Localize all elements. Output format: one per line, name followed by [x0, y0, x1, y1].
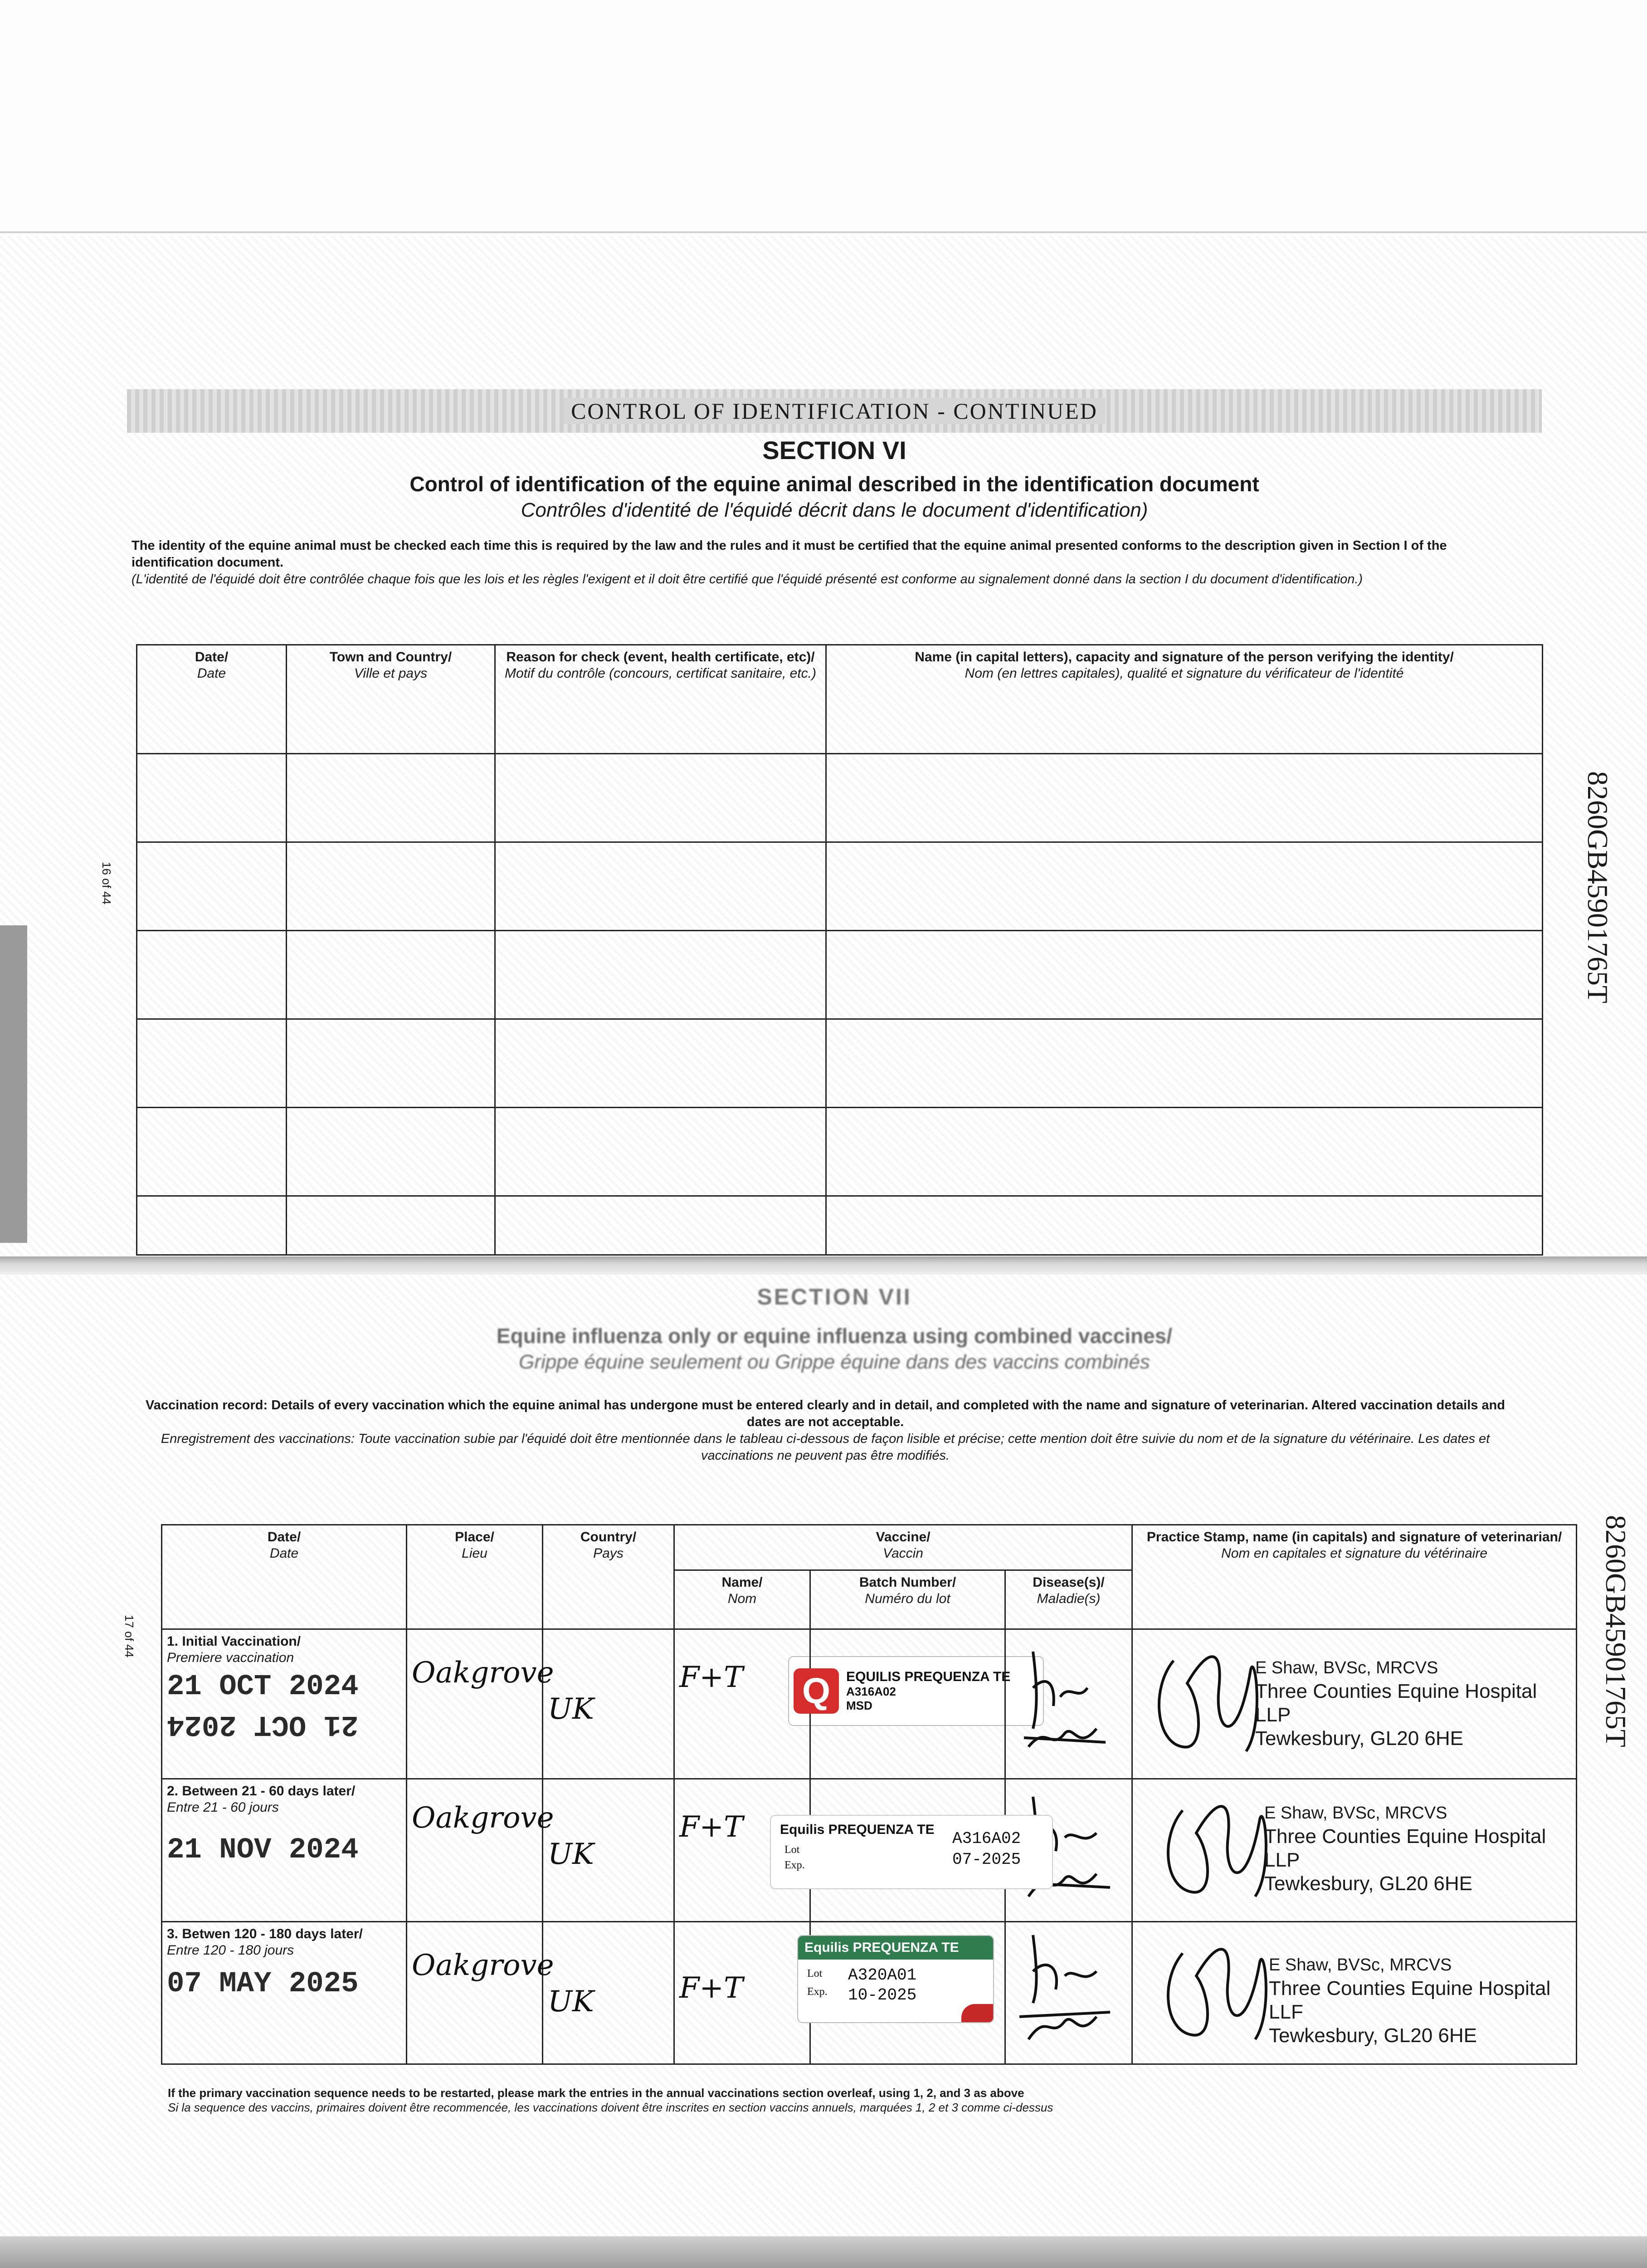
- row3-label: 3. Betwen 120 - 180 days later/ Entre 120 - 180 jours: [167, 1926, 363, 1958]
- q-logo-icon: Q: [794, 1668, 839, 1714]
- vaccination-table: [161, 1524, 1577, 2065]
- identity-check-table: [136, 644, 1543, 1256]
- row2-vet-cell: [1132, 1779, 1577, 1922]
- identity-row[interactable]: [137, 1196, 1543, 1255]
- row2-sticker-exp: 07-2025: [952, 1850, 1021, 1869]
- passport-number-bottom: 8260GB45901765T: [1600, 1515, 1632, 1747]
- row2-date-stamp: 21 NOV 2024: [167, 1834, 359, 1867]
- row1-date-stamp-inverted: 21 OCT 2024: [167, 1708, 359, 1740]
- row1-sticker-batch: A316A02: [846, 1685, 896, 1698]
- section7-title: SECTION VII: [757, 1284, 912, 1310]
- row1-sticker-maker: MSD: [846, 1699, 872, 1712]
- section6-title: SECTION VI: [762, 436, 906, 464]
- vaccination-row-2: [162, 1779, 1577, 1922]
- identity-row[interactable]: [137, 931, 1543, 1019]
- row3-vet-cell: [1132, 1922, 1577, 2064]
- identity-row[interactable]: [137, 1108, 1543, 1196]
- identity-row[interactable]: [137, 1019, 1543, 1108]
- banner-text: CONTROL OF IDENTIFICATION - CONTINUED: [564, 398, 1105, 424]
- row2-country: UK: [548, 1838, 594, 1871]
- row2-vaccine-name: F+T: [679, 1810, 743, 1844]
- section6-intro: [132, 538, 1519, 588]
- row3-date-stamp: 07 MAY 2025: [167, 1968, 359, 2000]
- row2-sticker-batch: A316A02: [952, 1829, 1021, 1848]
- row2-vet-name: E Shaw, BVSc, MRCVS: [1264, 1804, 1447, 1823]
- row3-date-cell: [162, 1922, 407, 2064]
- section6-subtitle-en: Control of identification of the equine animal described in the identification document: [409, 472, 1259, 496]
- row3-sticker-exp: 10-2025: [848, 1986, 917, 2004]
- row1-disease-cell: [1005, 1629, 1132, 1779]
- row2-sticker-exp-label: Exp.: [785, 1859, 805, 1871]
- row1-place-cell: [407, 1629, 554, 1779]
- row3-disease-cell: [1005, 1922, 1132, 2064]
- row1-date-stamp: 21 OCT 2024: [167, 1671, 359, 1703]
- page-number-17: 17 of 44: [122, 1615, 136, 1657]
- col-date: Date/ Date: [137, 645, 287, 754]
- row3-country: UK: [548, 1985, 594, 2019]
- row3-place-cell: [407, 1922, 554, 2064]
- row1-batch-cell: [802, 1629, 1011, 1779]
- page-fold: [0, 1256, 1647, 1275]
- row3-batch-cell: [804, 1922, 1005, 2064]
- row1-label: 1. Initial Vaccination/ Premiere vaccination: [167, 1634, 301, 1665]
- page-top-edge: [0, 231, 1647, 233]
- section6-intro-en: The identity of the equine animal must be checked each time this is required by the law and the rules and it must be certified that the equine animal presented conforms to the description given in Section I of the identification document.: [132, 538, 1447, 570]
- scanner-background: [0, 0, 1647, 236]
- sticker-red-corner: [961, 2004, 993, 2022]
- restart-footnote: [168, 2086, 1392, 2115]
- vaccine-header-row-1: [162, 1525, 1577, 1570]
- row2-label: 2. Between 21 - 60 days later/ Entre 21 - 60 jours: [167, 1784, 356, 1815]
- record-en: Vaccination record: Details of every vaccination which the equine animal has undergone must be entered clearly and in detail, and completed with the name and signature of veterinarian. Altered vaccination details and dates are not acceptable.: [146, 1398, 1505, 1429]
- col-town-country: Town and Country/ Ville et pays: [287, 645, 495, 754]
- row1-vet-cell: [1132, 1629, 1577, 1779]
- vaccination-record-note: [132, 1397, 1519, 1464]
- row1-sticker-product: EQUILIS PREQUENZA TE: [846, 1669, 1011, 1684]
- row3-name-cell: [674, 1922, 810, 2064]
- section7-subtitle-en: Equine influenza only or equine influenza using combined vaccines/: [496, 1324, 1173, 1348]
- row3-vet-address: Tewkesbury, GL20 6HE: [1269, 2024, 1477, 2047]
- vaccination-row-3: [162, 1922, 1577, 2064]
- vax-col-name: Name/ Nom: [674, 1570, 810, 1629]
- col-reason: Reason for check (event, health certificate, etc)/ Motif du contrôle (concours, certificat sanitaire, etc.): [495, 645, 826, 754]
- section6-subtitle-fr: Contrôles d'identité de l'équidé décrit dans le document d'identification): [521, 499, 1148, 521]
- vaccination-row-1: [162, 1629, 1577, 1779]
- row2-vet-practice: Three Counties Equine Hospital LLP: [1264, 1825, 1546, 1871]
- row3-vet-signature: [1155, 1926, 1282, 2058]
- row3-place: Oakgrove: [412, 1949, 554, 1982]
- row2-batch-cell: [780, 1779, 1021, 1922]
- row1-vet-address: Tewkesbury, GL20 6HE: [1255, 1727, 1463, 1750]
- record-fr: Enregistrement des vaccinations: Toute vaccination subie par l'équidé doit être mentionnée dans le tableau ci-dessous de façon lisible et précise; cette mention doit être suivie du nom et de la signature du vétérinaire. Les dates et vaccinations ne peuvent pas être modifiés.: [161, 1432, 1490, 1463]
- page-number-16: 16 of 44: [100, 862, 113, 904]
- row2-vaccine-sticker: [770, 1815, 1053, 1889]
- row3-sticker-product: Equilis PREQUENZA TE: [798, 1936, 994, 1960]
- section7-subtitle-fr: Grippe équine seulement ou Grippe équine dans des vaccins combinés: [519, 1351, 1150, 1373]
- row3-vet-stamp: [1137, 1926, 1571, 2058]
- row1-vet-signature: [1146, 1633, 1273, 1769]
- footnote-fr: Si la sequence des vaccins, primaires doivent être recommencée, les vaccinations doivent être inscrites en section vaccins annuels, marquées 1, 2 et 3 comme ci-dessus: [168, 2101, 1053, 2114]
- row1-place: Oakgrove: [412, 1656, 554, 1690]
- row2-vet-signature: [1155, 1783, 1282, 1915]
- section6-intro-fr: (L'identité de l'équidé doit être contrôlée chaque fois que les lois et les règles l'exigent et il doit être certifié que l'équidé présenté est conforme au signalement donné dans la section I du document d'identification.): [132, 572, 1363, 587]
- page-bottom-edge: [0, 2236, 1647, 2268]
- identity-row[interactable]: [137, 842, 1543, 931]
- row1-vaccine-name: F+T: [679, 1661, 743, 1694]
- row1-date-cell: [162, 1629, 407, 1779]
- row3-sticker-exp-label: Exp.: [807, 1986, 828, 1998]
- vax-col-practice-stamp: Practice Stamp, name (in capitals) and signature of veterinarian/ Nom en capitales et signature du vétérinaire: [1132, 1525, 1577, 1629]
- row2-country-cell: [543, 1779, 674, 1922]
- row2-vet-stamp: [1137, 1783, 1571, 1915]
- vax-col-place: Place/ Lieu: [407, 1525, 543, 1629]
- identity-row[interactable]: [137, 754, 1543, 842]
- row1-vet-practice: Three Counties Equine Hospital LLP: [1255, 1680, 1537, 1726]
- page-left-edge: [0, 925, 27, 1243]
- row2-place-cell: [407, 1779, 554, 1922]
- footnote-en: If the primary vaccination sequence needs to be restarted, please mark the entries in the annual vaccinations section overleaf, using 1, 2, and 3 as above: [168, 2086, 1024, 2100]
- row3-sticker-batch: A320A01: [848, 1966, 917, 1984]
- row1-vet-name: E Shaw, BVSc, MRCVS: [1255, 1658, 1438, 1677]
- row3-disease-handwriting: [1010, 1926, 1119, 2058]
- row1-disease-handwriting: [1010, 1633, 1119, 1769]
- vax-col-disease: Disease(s)/ Maladie(s): [1005, 1570, 1132, 1629]
- section-banner: [127, 389, 1542, 433]
- row3-vet-name: E Shaw, BVSc, MRCVS: [1269, 1955, 1452, 1975]
- vax-col-date: Date/ Date: [162, 1525, 407, 1629]
- row2-place: Oakgrove: [412, 1801, 554, 1835]
- row2-sticker-product: Equilis PREQUENZA TE: [780, 1822, 935, 1837]
- row2-sticker-lot-label: Lot: [785, 1844, 800, 1856]
- row2-date-cell: [162, 1779, 407, 1922]
- col-verifier: Name (in capital letters), capacity and signature of the person verifying the identity/ Nom (en lettres capitales), qualité et signature du vérificateur de l'identité: [826, 645, 1543, 754]
- row1-country-cell: [543, 1629, 674, 1779]
- vax-col-country: Country/ Pays: [543, 1525, 674, 1629]
- row1-country: UK: [548, 1692, 594, 1726]
- row3-country-cell: [543, 1922, 674, 2064]
- row3-vet-practice: Three Counties Equine Hospital LLF: [1269, 1977, 1551, 2023]
- vax-col-batch: Batch Number/ Numéro du lot: [810, 1570, 1005, 1629]
- row3-vaccine-sticker: [797, 1935, 994, 2023]
- identity-header-row: [137, 645, 1543, 754]
- passport-number-top: 8260GB45901765T: [1582, 771, 1614, 1003]
- row2-vet-address: Tewkesbury, GL20 6HE: [1264, 1872, 1472, 1895]
- vax-col-vaccine: Vaccine/ Vaccin: [674, 1525, 1132, 1570]
- row3-vaccine-name: F+T: [679, 1971, 743, 2005]
- row3-sticker-lot-label: Lot: [807, 1968, 823, 1980]
- row1-vet-stamp: [1137, 1633, 1571, 1769]
